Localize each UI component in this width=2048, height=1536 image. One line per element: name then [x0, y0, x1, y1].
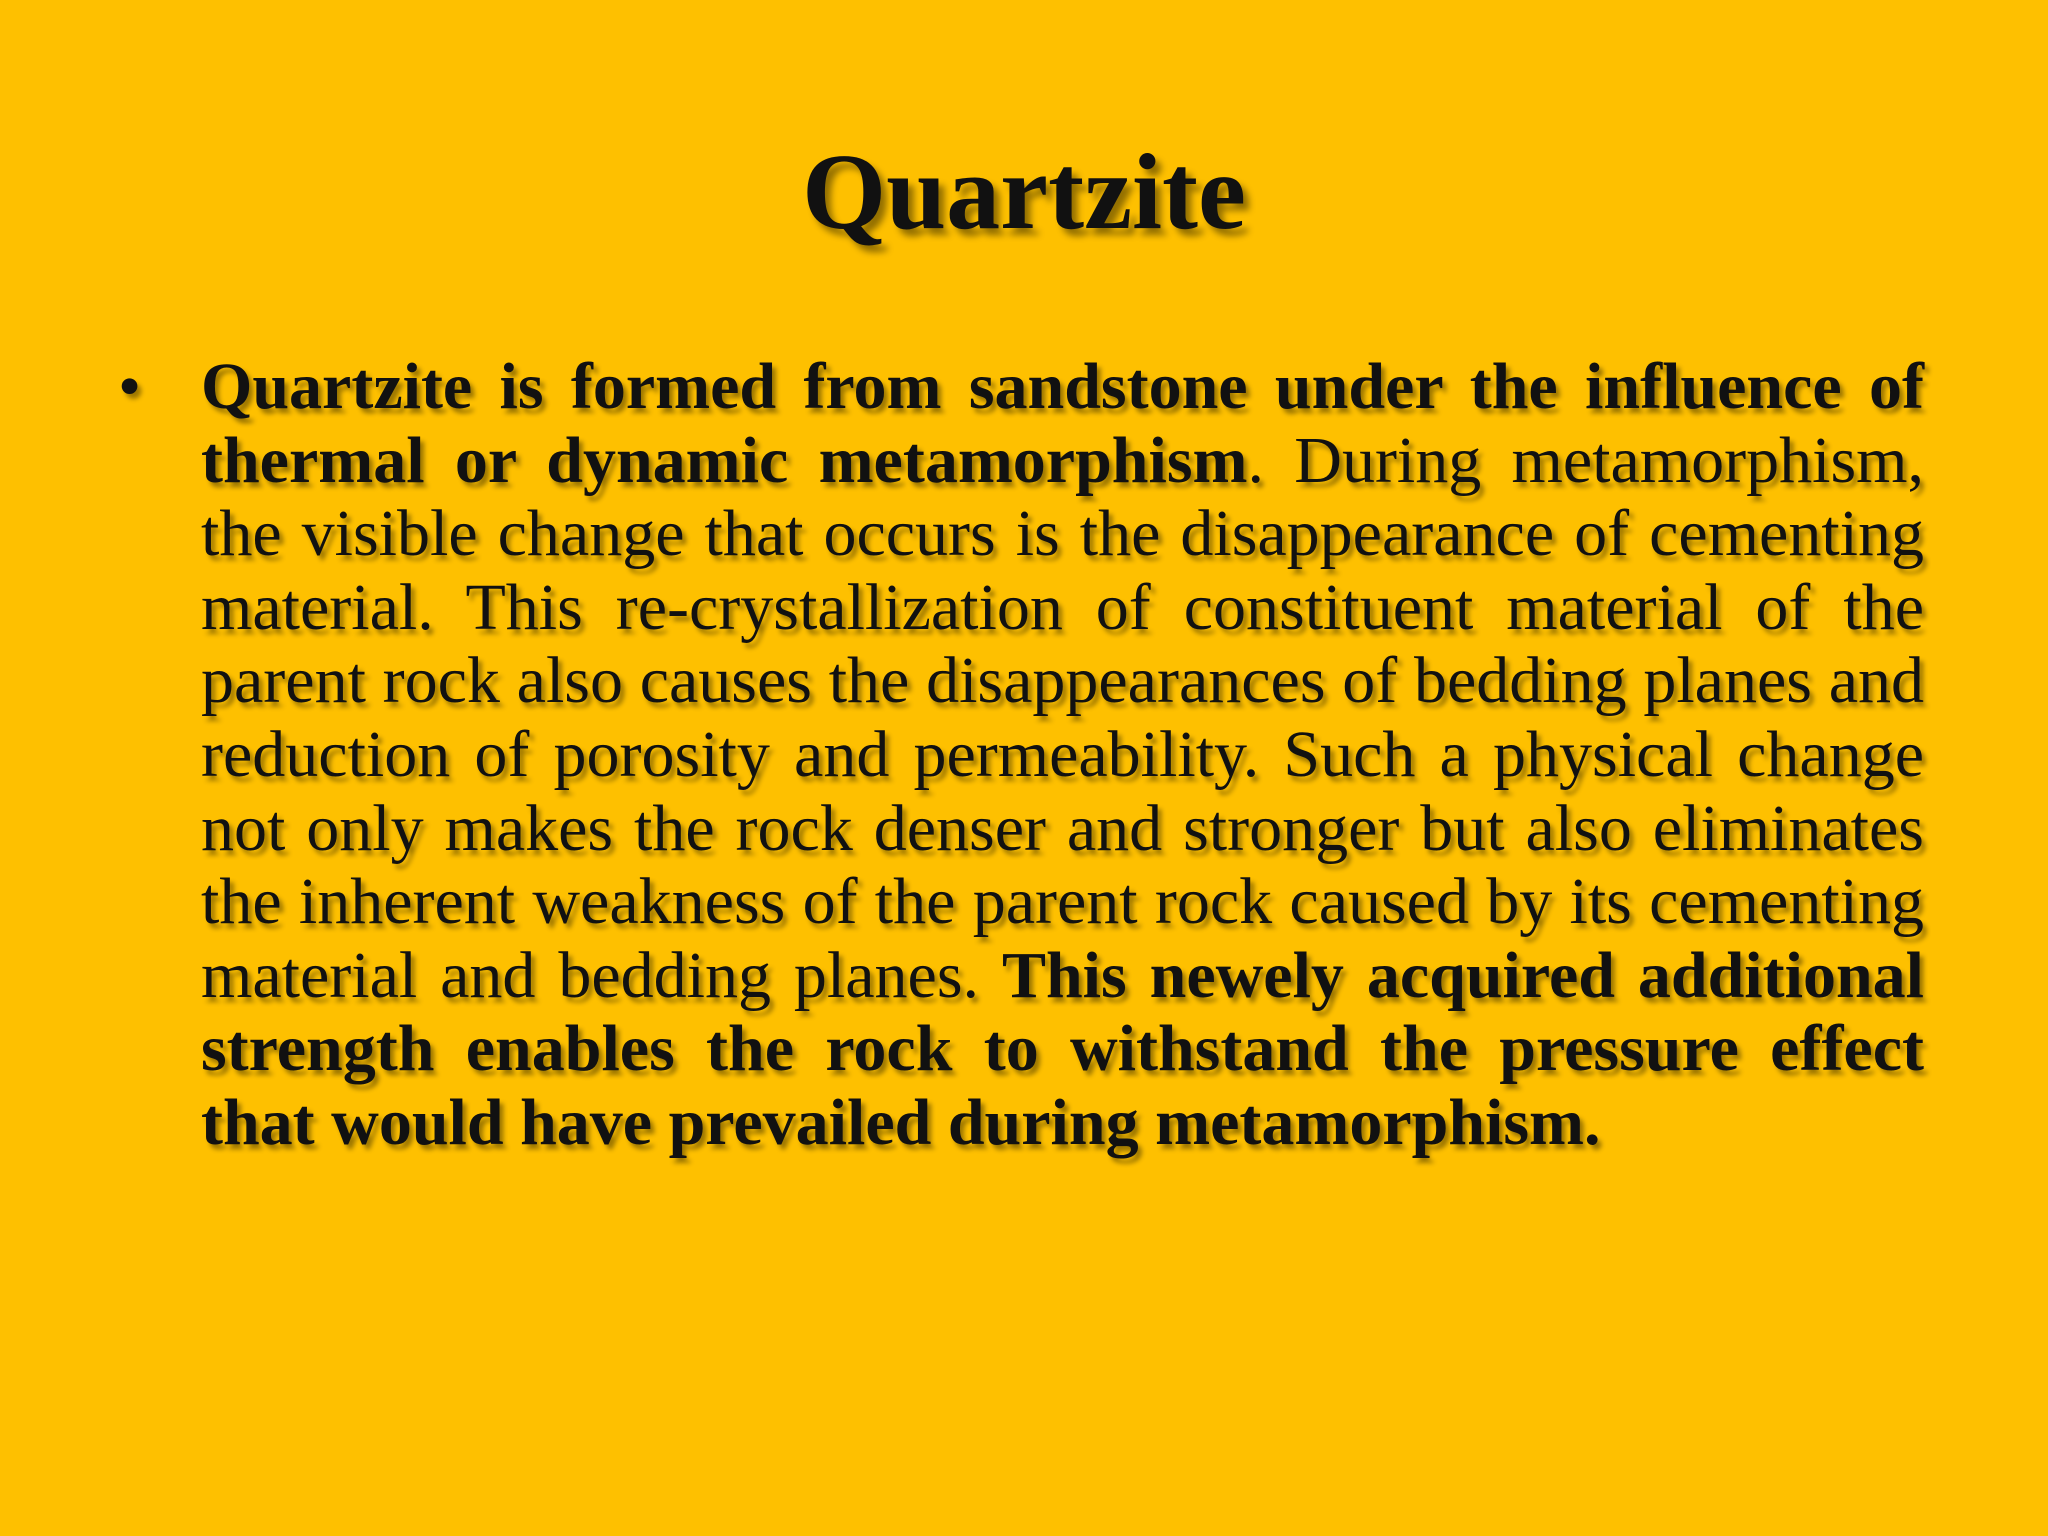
- lead-period: .: [1247, 423, 1264, 497]
- slide-title: Quartzite: [802, 133, 1246, 252]
- bullet-paragraph: [201, 350, 1924, 1160]
- tail-bold-text: This newely acquired additional strength enables the rock to withstand the pressure effect that would have prevailed during metamorphism.: [201, 938, 1924, 1159]
- middle-regular-text: During metamorphism, the visible change that occurs is the disappearance of cementing material. This re-crystallization of constituent material of the parent rock also causes the disappearances of bedding planes and reduction of porosity and permeability. Such a physical change not only makes the rock denser and stronger but also eliminates the inherent weakness of the parent rock caused by its cementing material and bedding planes.: [201, 423, 1924, 1012]
- bullet-marker: •: [118, 350, 142, 423]
- bullet-list: [118, 350, 1924, 1160]
- lead-bold-text: Quartzite is formed from sandstone under the influence of thermal or dynamic metamorphism: [201, 350, 1924, 497]
